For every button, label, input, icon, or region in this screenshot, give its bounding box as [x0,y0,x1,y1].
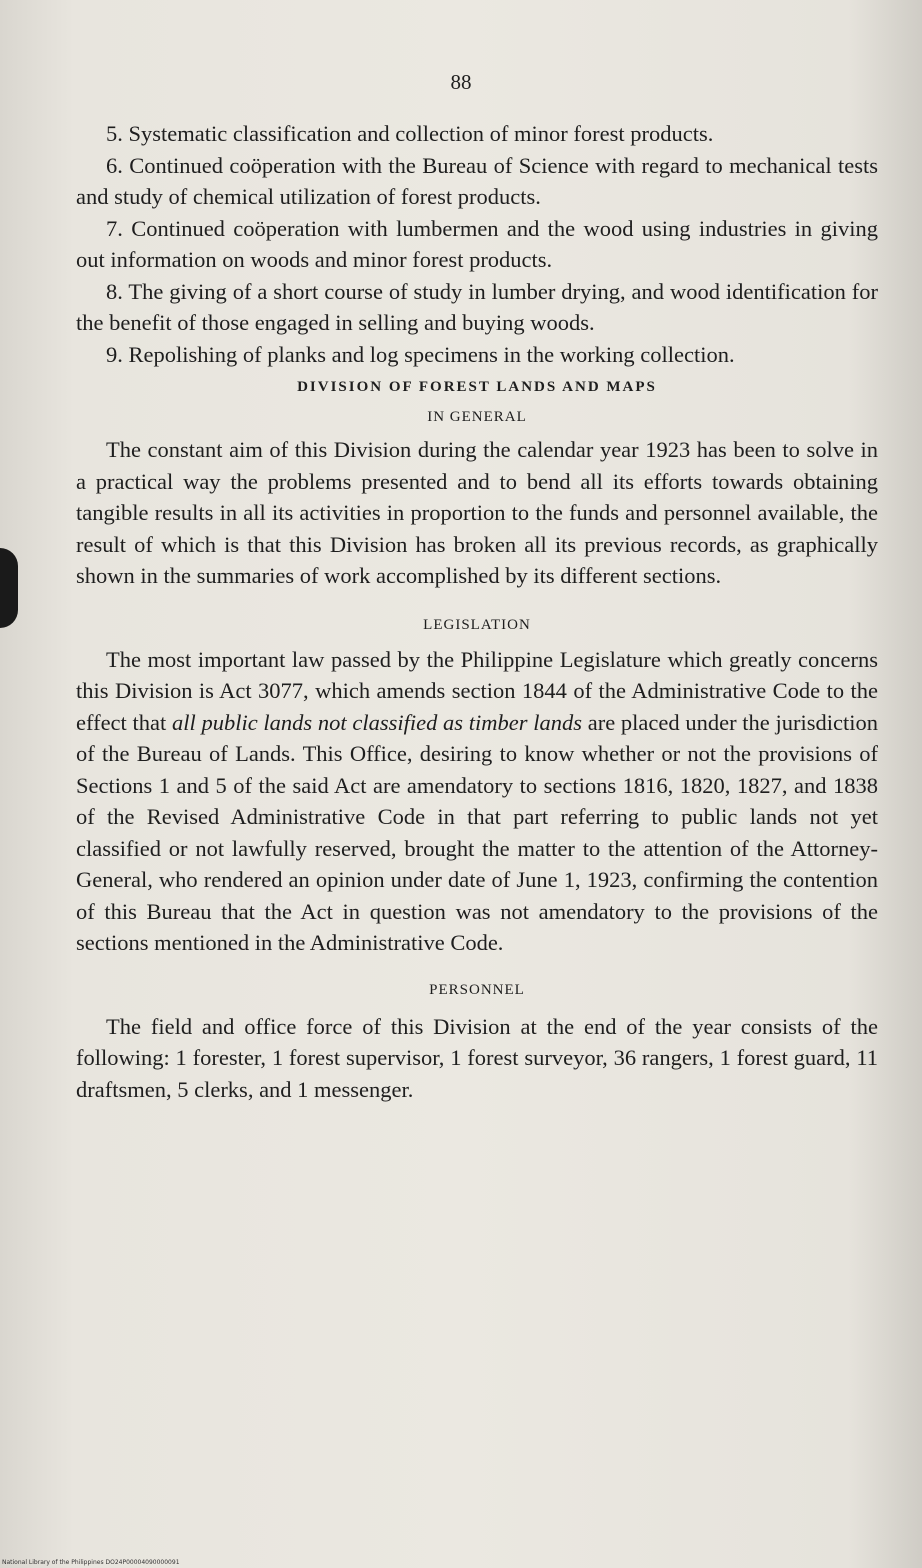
page-content [76,118,878,1105]
page-number: 88 [450,70,472,94]
personnel-paragraph: The field and office force of this Division at the end of the year consists of the following: 1 forester, 1 forest supervisor, 1 forest surveyor, 36 rangers, 1 forest guard, 11 draftsmen, 5 clerks, and 1 messenger. [76,1013,878,1102]
page-edge-blot [0,548,18,628]
intro-paragraph-9: 9. Repolishing of planks and log specimens in the working collection. [106,341,735,367]
legislation-text-before: The most important law passed by the Philippine Legislature which greatly concerns this Division is Act 3077, which amends section 1844 of the Administrative Code to the effect that [76,646,878,735]
intro-paragraph-7: 7. Continued coöperation with lumbermen and the wood using industries in giving out information on woods and minor forest products. [76,215,878,272]
intro-paragraph-6: 6. Continued coöperation with the Bureau of Science with regard to mechanical tests and study of chemical utilization of forest products. [76,152,878,209]
general-paragraph: The constant aim of this Division during the calendar year 1923 has been to solve in a practical way the problems presented and to bend all its efforts towards obtaining tangible results in all its activities in proportion to the funds and personnel available, the result of which is that this Division has broken all its previous records, as graphically shown in the summaries of work accomplished by its different sections. [76,437,878,588]
legislation-paragraph [76,644,878,959]
personnel-heading: PERSONNEL [429,981,525,998]
division-heading: DIVISION OF FOREST LANDS AND MAPS [297,379,657,395]
intro-paragraph-8: 8. The giving of a short course of study in lumber drying, and wood identification for the benefit of those engaged in selling and buying woods. [76,278,878,335]
legislation-text-italic: all public lands not classified as timber lands [171,709,583,735]
legislation-heading: LEGISLATION [423,616,531,633]
legislation-text-after: are placed under the jurisdiction of the Bureau of Lands. This Office, desiring to know whether or not the provisions of Sections 1 and 5 of the said Act are amendatory to sections 1816, 1820, 1827, and 1838 of the Revised Administrative Code in that part referring to public lands not yet classified or not lawfully reserved, brought the matter to the attention of the Attorney-General, who rendered an opinion under date of June 1, 1923, confirming the contention of this Bureau that the Act in question was not amendatory to the provisions of the sections mentioned in the Administrative Code. [76,709,879,955]
footer-watermark: National Library of the Philippines DO24P00004090000091 [2,1559,180,1566]
general-heading: IN GENERAL [427,409,527,425]
intro-paragraph-5: 5. Systematic classification and collection of minor forest products. [106,121,714,146]
